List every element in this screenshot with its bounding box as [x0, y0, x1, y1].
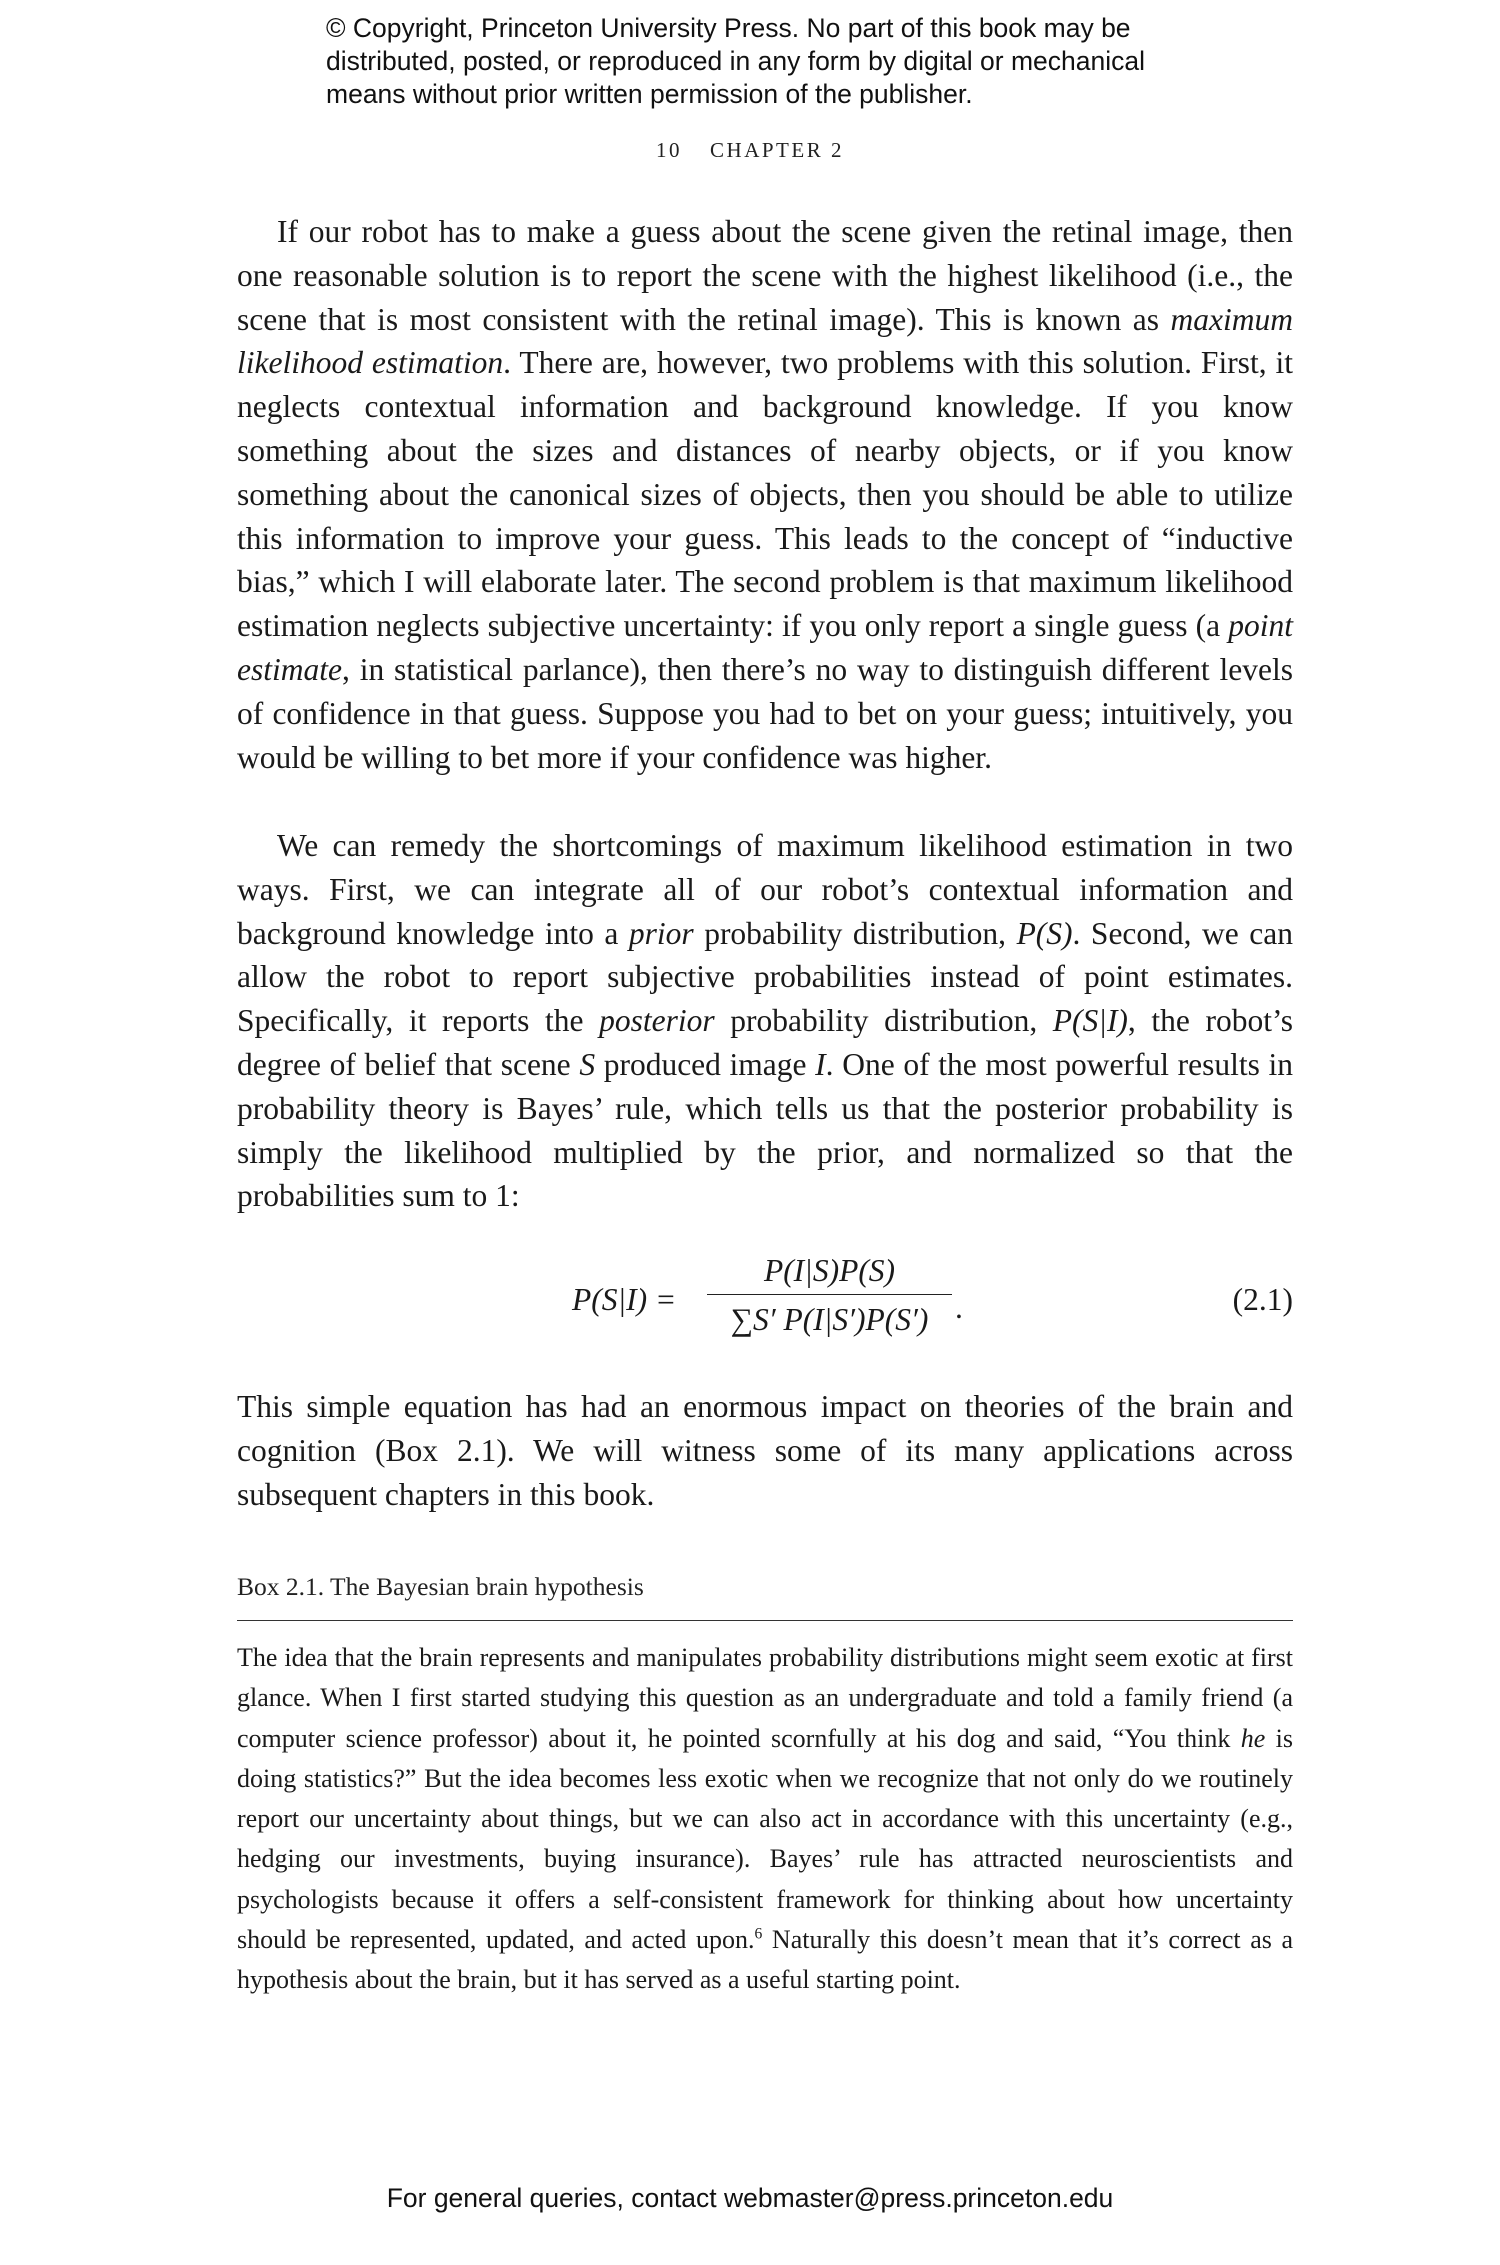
equation-2-1 — [237, 1250, 1293, 1360]
equation-fraction — [707, 1250, 952, 1341]
equation-number: (2.1) — [1232, 1282, 1293, 1317]
copyright-line: means without prior written permission of the publisher. — [326, 79, 973, 109]
copyright-line: distributed, posted, or reproduced in any form by digital or mechanical — [326, 46, 1145, 76]
emphasis-term: he — [1240, 1723, 1266, 1753]
math-expression: I — [815, 1046, 826, 1082]
math-expression: S — [579, 1046, 596, 1082]
emphasis-term: point estimate — [237, 608, 1293, 687]
paragraph-text: produced image — [595, 1046, 816, 1082]
copyright-notice — [326, 12, 1226, 111]
body-paragraph-2 — [237, 824, 1293, 1218]
paragraph-text: probability distribution, — [693, 915, 1017, 951]
equation-denominator: ∑S′ P(I|S′)P(S′) — [730, 1302, 929, 1337]
body-paragraph-1 — [237, 210, 1293, 779]
body-paragraph-3 — [237, 1385, 1293, 1516]
copyright-line: © Copyright, Princeton University Press. No part of this book may be — [326, 13, 1131, 43]
footer-contact: For general queries, contact webmaster@press.princeton.edu — [386, 2183, 1114, 2213]
box-text: The idea that the brain represents and manipulates probability distributions might seem exotic at first glance. When I first started studying this question as an undergraduate and told a family friend (a computer science professor) about it, he pointed scornfully at his dog and said, “You think — [237, 1643, 1293, 1753]
math-expression: P(S) — [1016, 915, 1073, 951]
page-number: 10 — [656, 138, 683, 162]
paragraph-text: , in statistical parlance), then there’s no way to distinguish different levels of confidence in that guess. Suppose you had to bet on your guess; intuitively, you would be willing to bet more if your confidence was higher. — [237, 651, 1293, 775]
running-head — [0, 138, 1500, 163]
math-expression: P(S|I) — [1052, 1003, 1128, 1039]
paragraph-text: We can remedy the shortcomings of maximum likelihood estimation in two ways. First, we can integrate all of our robot’s contextual information and background knowledge into a — [237, 828, 1293, 951]
paragraph-text: , the robot’s degree of belief that scene — [237, 1003, 1293, 1082]
footnote-marker: 6 — [754, 1925, 763, 1943]
emphasis-term: posterior — [599, 1003, 715, 1039]
box-text: Naturally this doesn’t mean that it’s correct as a hypothesis about the brain, but it has served as a useful starting point. — [237, 1925, 1294, 1995]
box-body — [237, 1638, 1293, 2001]
chapter-label: CHAPTER 2 — [710, 138, 844, 162]
emphasis-term: prior — [628, 915, 694, 951]
paragraph-text: If our robot has to make a guess about the scene given the retinal image, then one reasonable solution is to report the scene with the highest likelihood (i.e., the scene that is most consistent with the retinal image). This is known as — [237, 214, 1293, 337]
equation-numerator: P(I|S)P(S) — [763, 1253, 896, 1288]
paragraph-text: . Second, we can allow the robot to report subjective probabilities instead of point estimates. Specifically, it reports the — [237, 915, 1293, 1039]
paragraph-text: . One of the most powerful results in probability theory is Bayes’ rule, which tells us that the posterior probability is simply the likelihood multiplied by the prior, and normalized so that the probabilities sum to 1: — [237, 1046, 1293, 1214]
fraction-bar — [707, 1294, 952, 1295]
box-title: Box 2.1. The Bayesian brain hypothesis — [237, 1572, 644, 1601]
paragraph-text: This simple equation has had an enormous impact on theories of the brain and cognition (Box 2.1). We will witness some of its many applications across subsequent chapters in this book. — [237, 1389, 1293, 1512]
box-divider — [237, 1620, 1293, 1621]
equation-period: . — [955, 1290, 963, 1325]
paragraph-text: probability distribution, — [714, 1003, 1053, 1039]
equation-lhs: P(S|I) = — [572, 1282, 677, 1317]
box-text: is doing statistics?” But the idea becomes less exotic when we recognize that not only do we routinely report our uncertainty about things, but we can also act in accordance with this uncertainty (e.g., hedging our investments, buying insurance). Bayes’ rule has attracted neuroscientists and psychologists because it offers a self-consistent framework for thinking about how uncertainty should be represented, updated, and acted upon. — [237, 1723, 1293, 1955]
emphasis-term: maximum likelihood estimation — [237, 301, 1293, 381]
paragraph-text: . There are, however, two problems with this solution. First, it neglects contextual information and background knowledge. If you know something about the sizes and distances of nearby objects, or if you know something about the canonical sizes of objects, then you should be able to utilize this information to improve your guess. This leads to the concept of “inductive bias,” which I will elaborate later. The second problem is that maximum likelihood estimation neglects subjective uncertainty: if you only report a single guess (a — [237, 345, 1293, 644]
